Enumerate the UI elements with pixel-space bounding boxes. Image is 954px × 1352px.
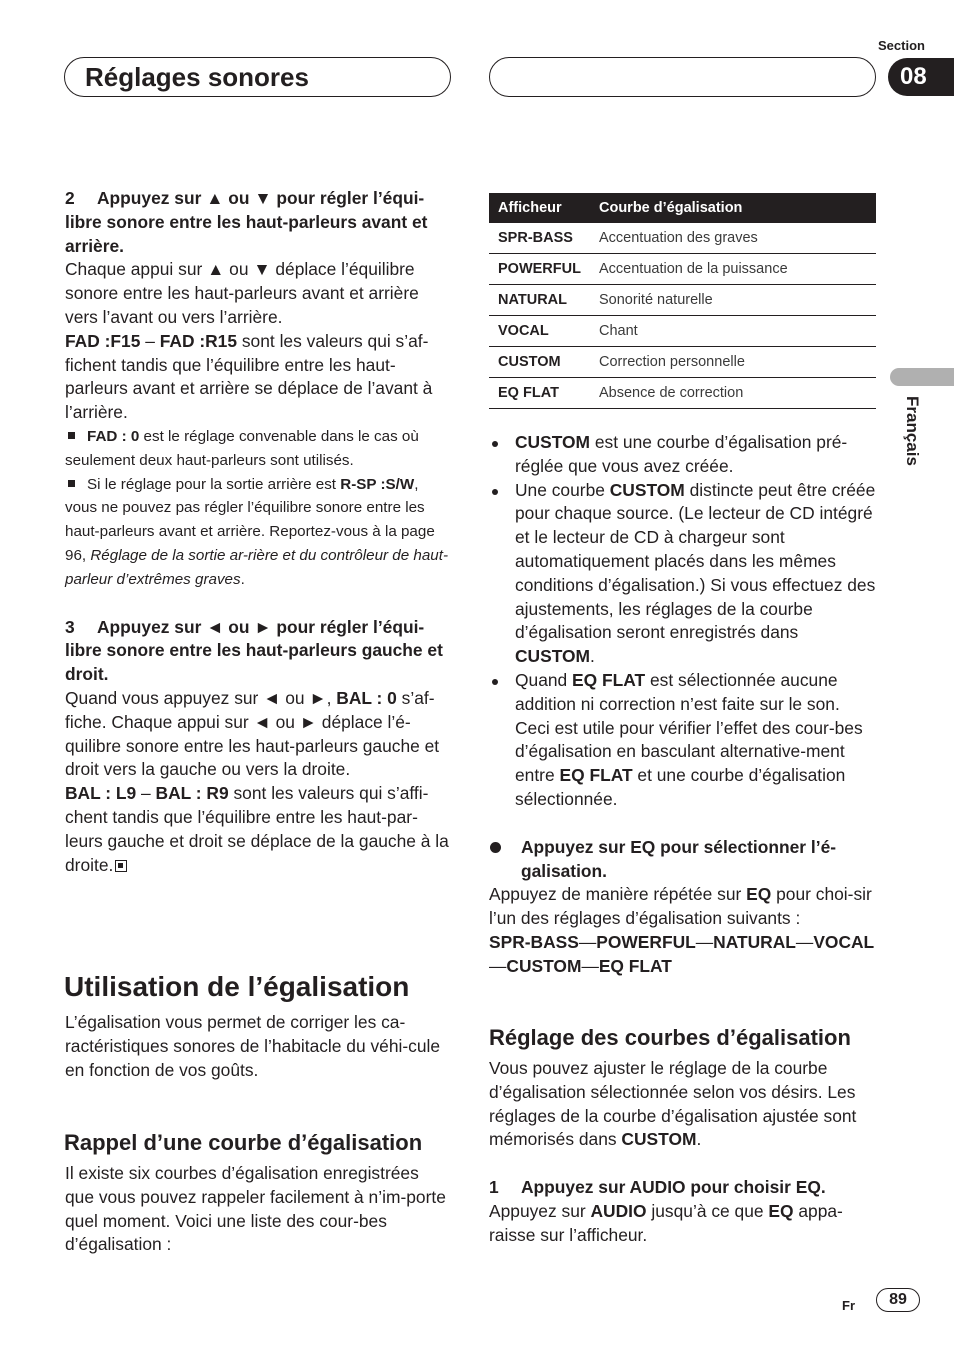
footer-language: Fr — [842, 1298, 855, 1313]
bal-range-start: BAL : L9 — [65, 783, 137, 804]
list-item: Quand EQ FLAT est sélectionnée aucune addition ni correction n’est faite sur le son. Ceci est utile pour vérifier l’effet des cour-bes d’égalisation en basculant alternative-ment entre EQ FLAT et une courbe d’égalisation sélectionnée. — [489, 669, 877, 812]
step-3-range-text: BAL : L9 – BAL : R9 sont les valeurs qui s’affi-chent tandis que l’équilibre entre les haut-par-leurs gauche et droit se déplace de la gauche à la droite. — [65, 783, 449, 875]
step-3-title: Appuyez sur ◄ ou ► pour régler l’équi-libre sonore entre les haut-parleurs gauche et droit. — [65, 616, 443, 685]
table-row: SPR-BASS Accentuation des graves — [489, 223, 876, 254]
adjust-section-heading: Réglage des courbes d’égalisation — [489, 1025, 851, 1050]
page-title: Réglages sonores — [85, 62, 309, 92]
language-tab-marker — [890, 368, 954, 386]
step-2-title: Appuyez sur ▲ ou ▼ pour régler l’équi-libre sonore entre les haut-parleurs avant et arrière. — [65, 188, 428, 256]
table-row: VOCAL Chant — [489, 316, 876, 347]
step-2-number: 2 — [65, 188, 75, 208]
recall-section-heading: Rappel d’une courbe d’égalisation — [64, 1130, 423, 1155]
list-item: CUSTOM est une courbe d’égalisation pré-réglée que vous avez créée. — [489, 431, 877, 479]
right-column — [489, 431, 877, 979]
bal-range-end: BAL : R9 — [155, 783, 229, 804]
step-2-body: Chaque appui sur ▲ ou ▼ déplace l’équilibre sonore entre les haut-parleurs avant et arrière vers l’avant ou vers l’arrière. — [65, 259, 419, 327]
adjust-step-number: 1 — [489, 1177, 499, 1198]
step-2-range-text: FAD :F15 – FAD :R15 sont les valeurs qui s’af-fichent tandis que l’équilibre entre les haut-parleurs avant et arrière se déplace de l’avant à l’arrière. — [65, 330, 433, 423]
table-row: EQ FLAT Absence de correction — [489, 378, 876, 409]
adjust-step-1-body: Appuyez sur AUDIO jusqu’à ce que EQ appa-raisse sur l’afficheur. — [489, 1200, 843, 1245]
note-bullet-icon — [68, 480, 75, 487]
recall-section-body: Il existe six courbes d’égalisation enregistrées que vous pouvez rappeler facilement à n’im-porte quel moment. Voici une liste des cour-bes d’égalisation : — [65, 1163, 446, 1255]
adjust-step-1-heading: 1 Appuyez sur AUDIO pour choisir EQ. — [489, 1176, 877, 1200]
table-header-row — [489, 193, 876, 223]
page-header-title-frame — [64, 57, 451, 97]
eq-section-heading: Utilisation de l’égalisation — [64, 971, 410, 1002]
eq-sequence: SPR-BASS—POWERFUL—NATURAL—VOCAL—CUSTOM—EQ FLAT — [489, 931, 875, 976]
section-number-badge: 08 — [888, 58, 954, 96]
step-2-note-1: FAD : 0 est le réglage convenable dans le cas où seulement deux haut-parleurs sont utilisés. — [65, 427, 419, 469]
page-header-empty-frame — [489, 57, 876, 97]
adjust-section-body: Vous pouvez ajuster le réglage de la courbe d’égalisation sélectionnée selon vos désirs. Les réglages de la courbe d’égalisation ajustée sont mémorisés dans CUSTOM. — [489, 1058, 857, 1150]
step-3-heading — [65, 616, 451, 687]
fad-range-start: FAD :F15 — [65, 330, 141, 351]
list-item: Une courbe CUSTOM distincte peut être créée pour chaque source. (Le lecteur de CD intégré et le lecteur de CD à chargeur sont automatiquement placés dans les mêmes conditions d’égalisation.) Si vous effectuez des ajustements, les réglages de la courbe d’égalisation seront enregistrés dans CUSTOM. — [489, 479, 877, 669]
step-3-body: Quand vous appuyez sur ◄ ou ►, BAL : 0 s’af-fiche. Chaque appui sur ◄ ou ► déplace l’é-quilibre sonore entre les haut-parleurs gauche et droit vers la gauche ou vers la droite. — [65, 687, 440, 780]
eq-select-step-heading: Appuyez sur EQ pour sélectionner l’é-galisation. — [489, 836, 877, 884]
table-row: NATURAL Sonorité naturelle — [489, 285, 876, 316]
cross-reference-title: Réglage de la sortie ar-rière et du contrôleur de haut-parleur d’extrêmes graves — [65, 546, 449, 588]
eq-notes-list — [489, 431, 877, 812]
step-2-heading — [65, 187, 451, 258]
eq-curves-table — [489, 193, 876, 409]
eq-section-body: L’égalisation vous permet de corriger les ca-ractéristiques sonores de l’habitacle du véhi-cule en fonction de vos goûts. — [65, 1012, 441, 1080]
end-of-section-icon — [115, 860, 127, 872]
table-header-curve: Courbe d’égalisation — [590, 193, 876, 223]
fad-range-end: FAD :R15 — [159, 330, 238, 351]
section-label: Section — [878, 38, 925, 53]
note-bullet-icon — [68, 432, 75, 439]
left-column — [65, 187, 451, 877]
step-2-note-2: Si le réglage pour la sortie arrière est R-SP :S/W, vous ne pouvez pas régler l’équilibre sonore entre les haut-parleurs avant et arrière. Reportez-vous à la page 96, Réglage de la sortie ar-rière et du contrôleur de haut-parleur d’extrêmes graves. — [65, 475, 449, 588]
step-3-number: 3 — [65, 616, 75, 637]
page-number: 89 — [876, 1288, 920, 1312]
adjust-section-content — [489, 1057, 877, 1248]
table-header-display: Afficheur — [489, 193, 590, 223]
table-row: CUSTOM Correction personnelle — [489, 347, 876, 378]
language-tab-label: Français — [903, 396, 922, 466]
table-row: POWERFUL Accentuation de la puissance — [489, 254, 876, 285]
eq-select-step-body: Appuyez de manière répétée sur EQ pour choi-sir l’un des réglages d’égalisation suivants : — [489, 884, 872, 929]
